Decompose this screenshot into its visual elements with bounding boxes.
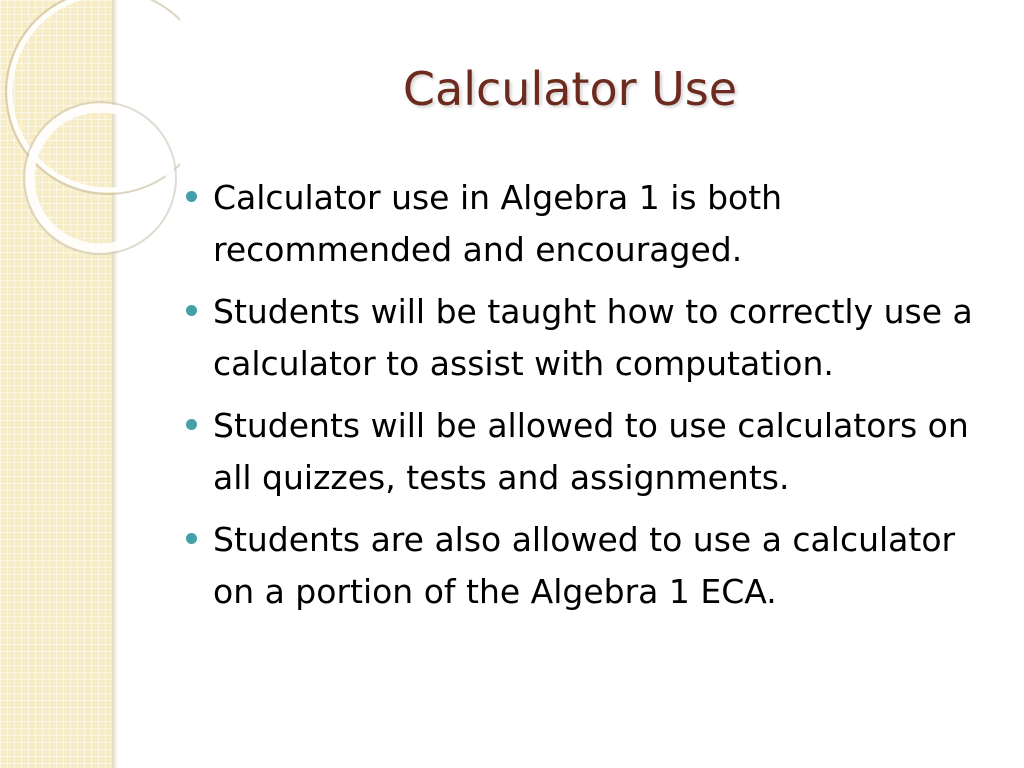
bullet-item (186, 400, 996, 504)
slide-title: Calculator Use (402, 62, 738, 116)
bullet-text: Students are also allowed to use a calculator on a portion of the Algebra 1 ECA. (213, 520, 956, 611)
bullet-item (186, 286, 996, 390)
round-bullet-icon (186, 191, 197, 202)
bullet-text: Calculator use in Algebra 1 is both recommended and encouraged. (213, 178, 783, 269)
bullet-text: Students will be allowed to use calculators on all quizzes, tests and assignments. (213, 406, 969, 497)
concentric-rings-decoration (0, 0, 180, 280)
round-bullet-icon (186, 419, 197, 430)
bullet-list (186, 172, 996, 628)
round-bullet-icon (186, 533, 197, 544)
bullet-text: Students will be taught how to correctly use a calculator to assist with computation. (213, 292, 973, 383)
bullet-item (186, 514, 996, 618)
bullet-item (186, 172, 996, 276)
round-bullet-icon (186, 305, 197, 316)
